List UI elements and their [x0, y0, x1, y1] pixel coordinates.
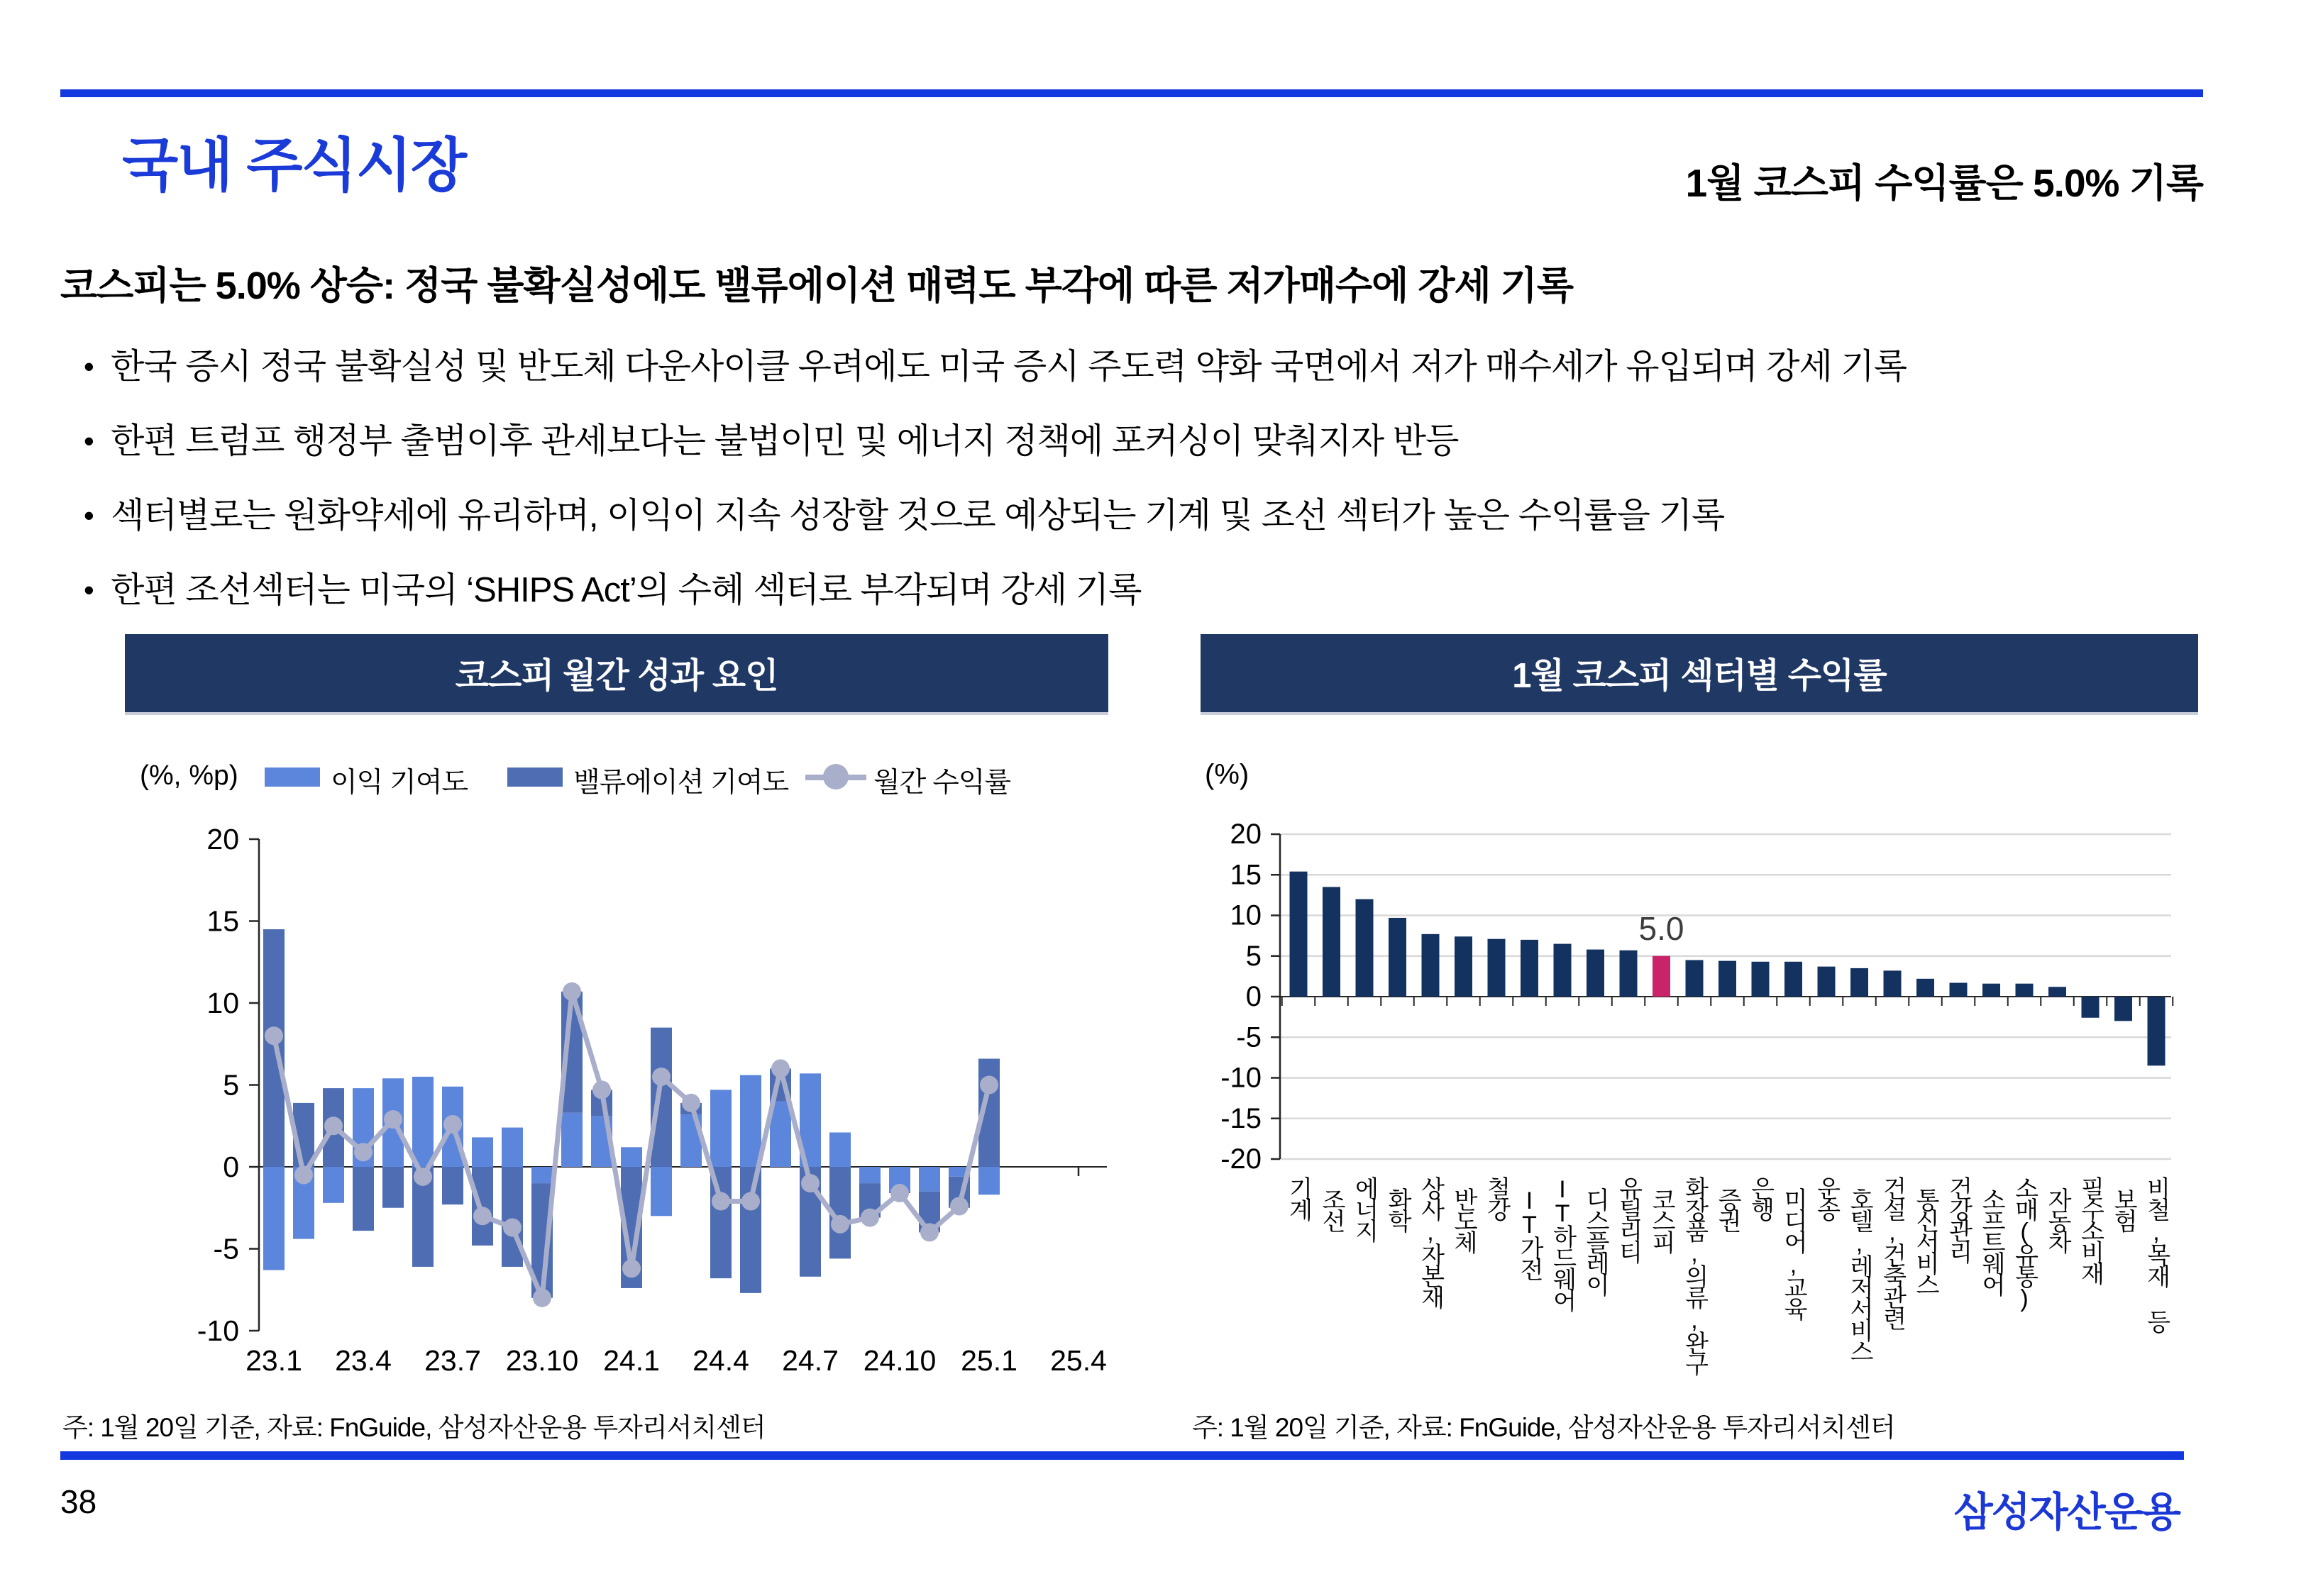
svg-text:5.0: 5.0 [1638, 910, 1684, 947]
sector-axis-labels [1135, 1176, 2306, 1431]
legend-marker-return [823, 764, 849, 789]
bullet-text: 한국 증시 정국 불확실성 및 반도체 다운사이클 우려에도 미국 증시 주도력 약화 국면에서 저가 매수세가 유입되며 강세 기록 [111, 348, 1907, 386]
sector-label: 건설,건축관련 [1879, 1176, 1906, 1328]
bullet-marker: • [84, 350, 94, 383]
left-chart-footnote: 주: 1월 20일 기준, 자료: FnGuide, 삼성자산운용 투자리서치센터 [62, 1413, 766, 1442]
svg-text:25.4: 25.4 [1050, 1344, 1107, 1377]
svg-text:5: 5 [223, 1068, 239, 1102]
svg-text:15: 15 [1230, 859, 1262, 891]
sector-label: 보험 [2109, 1187, 2137, 1230]
svg-text:-10: -10 [197, 1314, 239, 1347]
kospi-sector-return-chart [1135, 794, 2306, 1192]
sector-label: 필수소비재 [2077, 1176, 2104, 1282]
sector-label: 디스플레이 [1582, 1187, 1609, 1294]
svg-text:23.10: 23.10 [505, 1344, 579, 1377]
svg-text:-15: -15 [1220, 1102, 1262, 1134]
bullet-text: 한편 트럼프 행정부 출범이후 관세보다는 불법이민 및 에너지 정책에 포커싱이 맞춰지자 반등 [111, 422, 1459, 460]
svg-text:23.1: 23.1 [246, 1344, 302, 1377]
legend-swatch-valuation [507, 767, 563, 787]
left-chart-title: 코스피 월간 성과 요인 [125, 634, 1108, 715]
sector-label: IT하드웨어 [1549, 1176, 1576, 1309]
legend-swatch-earnings [265, 767, 320, 787]
header-subtitle: 1월 코스피 수익률은 5.0% 기록 [1685, 161, 2203, 205]
sector-label: 비철,목재 등 [2143, 1176, 2170, 1331]
bullet-text: 섹터별로는 원화약세에 유리하며, 이익이 지속 성장할 것으로 예상되는 기계 및 조선 섹터가 높은 수익률을 기록 [111, 497, 1725, 535]
sector-label: 증권 [1714, 1187, 1741, 1230]
sector-label: 호텔,레저서비스 [1846, 1187, 1873, 1361]
sector-label: 화장품,의류,완구 [1681, 1176, 1708, 1373]
footer-rule [60, 1451, 2184, 1460]
svg-text:5: 5 [1245, 940, 1262, 972]
svg-text:25.1: 25.1 [961, 1344, 1017, 1377]
kospi-monthly-factor-chart [60, 794, 1125, 1397]
bullet-item [84, 563, 1141, 612]
sector-label: 통신서비스 [1911, 1187, 1939, 1294]
sector-label: 철강 [1483, 1176, 1510, 1219]
svg-text:10: 10 [1230, 899, 1262, 931]
svg-text:0: 0 [1245, 981, 1262, 1012]
bullet-text: 한편 조선섹터는 미국의 ‘SHIPS Act’의 수혜 섹터로 부각되며 강세 기록 [111, 571, 1142, 609]
legend-label-earnings: 이익 기여도 [331, 767, 468, 798]
sector-label: 건강관리 [1945, 1176, 1972, 1261]
legend-label-valuation: 밸류에이션 기여도 [573, 767, 789, 798]
svg-text:10: 10 [206, 987, 239, 1019]
svg-text:20: 20 [206, 823, 239, 855]
right-chart-unit-label: (%) [1205, 759, 1249, 790]
svg-text:23.4: 23.4 [335, 1344, 392, 1377]
sector-label: 운송 [1813, 1176, 1840, 1219]
svg-text:24.1: 24.1 [603, 1344, 660, 1377]
right-chart-title: 1월 코스피 섹터별 수익률 [1201, 634, 2198, 715]
svg-text:-20: -20 [1220, 1143, 1262, 1175]
bullet-marker: • [84, 573, 94, 606]
bullet-item [84, 488, 1724, 538]
sector-label: 화학 [1384, 1187, 1411, 1230]
sector-label: 은행 [1747, 1176, 1774, 1219]
svg-text:23.7: 23.7 [424, 1344, 481, 1377]
bullet-item [84, 339, 1907, 389]
bullet-marker: • [84, 499, 94, 532]
sector-label: 조선 [1318, 1187, 1345, 1230]
legend-label-return: 월간 수익률 [873, 767, 1011, 798]
svg-text:0: 0 [223, 1151, 239, 1183]
svg-text:-5: -5 [1236, 1021, 1262, 1053]
sector-label: 소프트웨어 [1977, 1187, 2005, 1294]
sector-label: 코스피 [1648, 1187, 1675, 1251]
left-chart-legend [60, 756, 1110, 799]
bullet-item [84, 414, 1458, 463]
page-number: 38 [60, 1483, 97, 1520]
header-rule [60, 89, 2203, 97]
svg-text:24.4: 24.4 [693, 1344, 749, 1377]
page-title: 국내 주식시장 [122, 133, 466, 198]
sector-label: IT가전 [1516, 1187, 1543, 1278]
svg-text:24.10: 24.10 [863, 1344, 937, 1377]
sector-label: 미디어,교육 [1780, 1187, 1807, 1318]
svg-text:-10: -10 [1220, 1062, 1262, 1094]
svg-text:-5: -5 [213, 1232, 239, 1265]
svg-text:24.7: 24.7 [782, 1344, 839, 1377]
svg-text:15: 15 [206, 904, 239, 938]
svg-text:20: 20 [1230, 819, 1262, 850]
sector-label: 반도체 [1450, 1187, 1477, 1251]
sector-label: 유틸리티 [1615, 1176, 1642, 1261]
right-chart-footnote: 주: 1월 20일 기준, 자료: FnGuide, 삼성자산운용 투자리서치센터 [1192, 1413, 1895, 1442]
sector-label: 기계 [1285, 1176, 1312, 1219]
bullet-marker: • [84, 424, 94, 458]
left-chart-unit-label: (%, %p) [140, 760, 238, 791]
headline: 코스피는 5.0% 상승: 정국 불확실성에도 밸류에이션 매력도 부각에 따른 저가매수에 강세 기록 [60, 265, 1573, 307]
sector-label: 상사,자본재 [1417, 1176, 1444, 1307]
sector-label: 자동차 [2043, 1187, 2071, 1251]
samsung-asset-management-logo: 삼성자산운용 [1953, 1490, 2180, 1535]
sector-label: 소매(유통) [2011, 1176, 2038, 1309]
sector-label: 에너지 [1351, 1176, 1378, 1240]
